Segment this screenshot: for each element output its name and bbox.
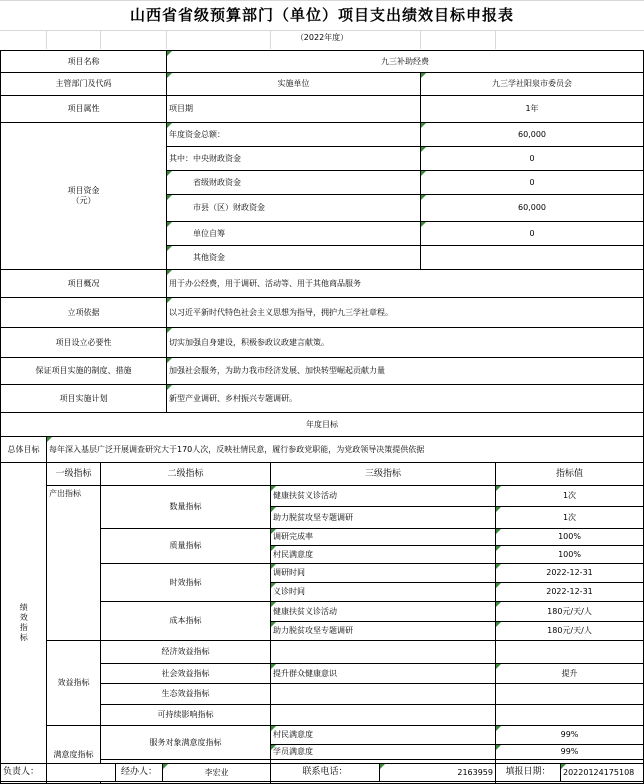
lvl2-economic: 经济效益指标 [100, 640, 271, 664]
header-lvl3: 三级指标 [270, 462, 496, 486]
overall-value: 每年深入基层广泛开展调查研究大于170人次，反映社情民意，履行参政党职能，为党政领导决策提供依据 [46, 436, 644, 463]
lvl3-value: 2022-12-31 [495, 582, 644, 602]
lvl2-service: 服务对象满意度指标 [100, 725, 271, 760]
funds-unit: （元） [71, 196, 96, 205]
gridline [0, 0, 644, 1]
lvl3-value: 180元/天/人 [495, 621, 644, 641]
perf-label: 绩效指标 [19, 603, 29, 643]
funds-provincial-value: 0 [420, 170, 644, 195]
lvl3-value [495, 683, 644, 705]
basis-value: 以习近平新时代特色社会主义思想为指导，拥护九三学社章程。 [166, 297, 644, 328]
funds-self-value: 0 [420, 221, 644, 246]
lvl3-name: 村民满意度 [270, 725, 496, 745]
phone-label: 联系电话： [270, 763, 380, 782]
lvl1-effect: 效益指标 [46, 640, 101, 726]
lvl3-name: 义诊时间 [270, 582, 496, 602]
lvl3-name: 健康扶贫义诊活动 [270, 601, 496, 622]
plan-label: 项目实施计划 [0, 384, 167, 413]
annual-goal-heading: 年度目标 [0, 412, 644, 437]
lvl1-output: 产出指标 [46, 485, 101, 641]
funds-other-label: 其他资金 [166, 245, 421, 270]
perf-label-cell [0, 462, 47, 784]
necessity-value: 切实加强自身建设，积极参政议政建言献策。 [166, 327, 644, 358]
header-lvl1: 一级指标 [46, 462, 101, 486]
phone-value: 2163959 [379, 763, 496, 782]
funds-label-cell [0, 122, 167, 270]
lvl2-quality: 质量指标 [100, 528, 271, 564]
lvl3-value: 100% [495, 528, 644, 546]
dept-label: 主管部门及代码 [0, 72, 167, 96]
lvl3-value: 180元/天/人 [495, 601, 644, 622]
funds-county-value: 60,000 [420, 194, 644, 222]
overview-label: 项目概况 [0, 269, 167, 298]
lvl3-name [270, 640, 496, 664]
handler-label: 经办人： [115, 763, 163, 782]
lvl3-value: 1次 [495, 506, 644, 529]
lvl3-value: 提升 [495, 663, 644, 684]
guarantee-label: 保证项目实施的制度、措施 [0, 357, 167, 385]
lvl3-name [270, 704, 496, 726]
overall-label: 总体目标 [0, 436, 47, 463]
lvl3-value: 100% [495, 545, 644, 564]
handler-value: 李宏业 [162, 763, 271, 782]
plan-value: 新型产业调研、乡村振兴专题调研。 [166, 384, 644, 413]
lvl3-name: 学员满意度 [270, 744, 496, 760]
funds-total-value: 60,000 [420, 122, 644, 147]
guarantee-value: 加强社会服务，为助力我市经济发展、加快转型崛起贡献力量 [166, 357, 644, 385]
lvl3-name: 提升群众健康意识 [270, 663, 496, 684]
period-value: 1年 [420, 95, 644, 123]
funds-label: 项目资金 [67, 186, 100, 196]
period-label: 项目期 [166, 95, 421, 123]
date-value: 20220124175108 [560, 763, 644, 782]
lvl3-value: 2022-12-31 [495, 563, 644, 583]
owner-value [46, 763, 116, 782]
funds-other-value [420, 245, 644, 270]
basis-label: 立项依据 [0, 297, 167, 328]
attr-label: 项目属性 [0, 95, 167, 123]
funds-central-label: 其中：中央财政资金 [166, 146, 421, 171]
project-name-value: 九三补助经费 [166, 50, 644, 73]
lvl2-social: 社会效益指标 [100, 663, 271, 684]
header-lvl2: 二级指标 [100, 462, 271, 486]
lvl3-name: 村民满意度 [270, 545, 496, 564]
lvl2-ecological: 生态效益指标 [100, 683, 271, 705]
lvl3-name: 健康扶贫义诊活动 [270, 485, 496, 507]
year-note: （2022年度） [295, 33, 349, 42]
lvl3-name: 助力脱贫攻坚专题调研 [270, 621, 496, 641]
lvl2-sustainable: 可持续影响指标 [100, 704, 271, 726]
lvl3-value: 99% [495, 725, 644, 745]
lvl3-value [495, 704, 644, 726]
overview-value: 用于办公经费，用于调研、活动等、用于其他商品服务 [166, 269, 644, 298]
gridline [0, 30, 644, 31]
lvl3-value: 1次 [495, 485, 644, 507]
unit-label: 实施单位 [166, 72, 421, 96]
header-val: 指标值 [495, 462, 644, 486]
lvl1-satisfaction: 满意度指标 [46, 725, 101, 784]
lvl3-name [270, 683, 496, 705]
lvl2-cost: 成本指标 [100, 601, 271, 641]
owner-label: 负责人： [0, 763, 47, 782]
lvl3-name: 调研完成率 [270, 528, 496, 546]
lvl3-name: 助力脱贫攻坚专题调研 [270, 506, 496, 529]
lvl3-value [495, 640, 644, 664]
funds-county-label: 市县（区）财政资金 [166, 194, 421, 222]
lvl3-value: 99% [495, 744, 644, 760]
lvl3-name: 调研时间 [270, 563, 496, 583]
funds-central-value: 0 [420, 146, 644, 171]
funds-provincial-label: 省级财政资金 [166, 170, 421, 195]
unit-value: 九三学社阳泉市委员会 [420, 72, 644, 96]
lvl2-timeliness: 时效指标 [100, 563, 271, 602]
funds-self-label: 单位自筹 [166, 221, 421, 246]
lvl2-quantity: 数量指标 [100, 485, 271, 529]
page-title: 山西省省级预算部门（单位）项目支出绩效目标申报表 [129, 6, 514, 24]
funds-total-label: 年度资金总额： [166, 122, 421, 147]
project-name-label: 项目名称 [0, 50, 167, 73]
date-label: 填报日期： [495, 763, 561, 782]
necessity-label: 项目设立必要性 [0, 327, 167, 358]
